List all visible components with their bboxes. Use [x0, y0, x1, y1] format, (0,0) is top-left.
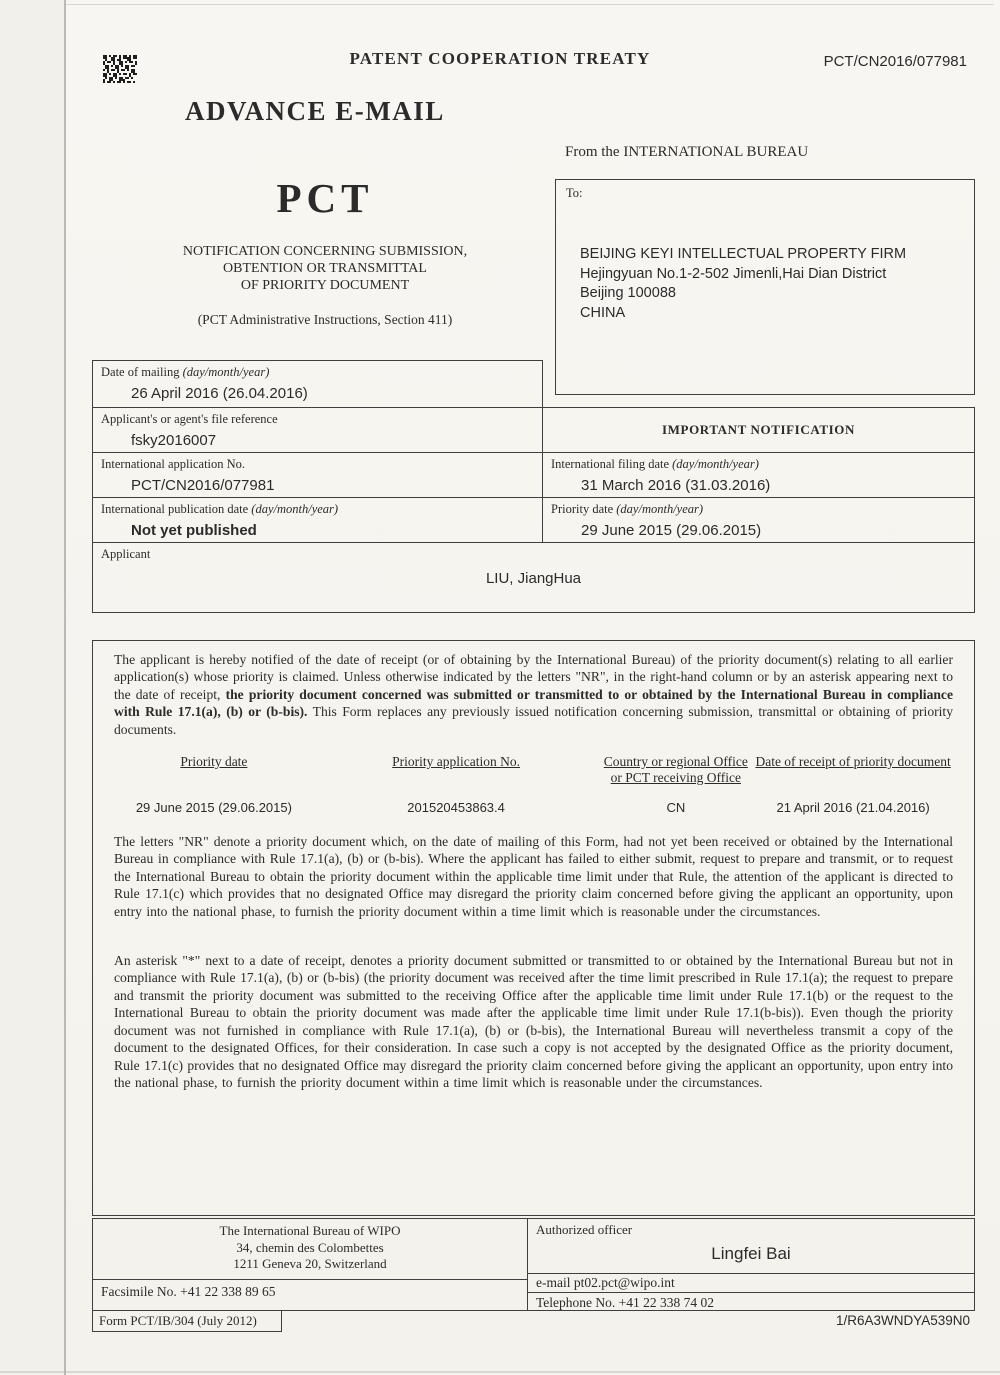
recipient-city: Beijing 100088	[580, 285, 676, 301]
date-format-hint: (day/month/year)	[616, 502, 704, 516]
body-paragraph-3: An asterisk "*" next to a date of receipt, denotes a priority document submitted or transmitted to or obtained by the International Bureau but not in compliance with Rule 17.1(a), (b) or (b-bis) (the priority document was received after the time limit prescribed in Rule 17.1(a); the request to prepare and transmit the priority document was submitted to the receiving Office after the applicable time limit under Rule 17.1(b) or the request to the International Bureau to obtain the priority document was made after the applicable time limit under Rule 17.1(b-bis)). Even though the priority document was not furnished in compliance with Rule 17.1(a), (b) or (b-bis), the International Bureau will nevertheless transmit a copy of the document to the designated Offices, for their consideration. In case such a copy is not accepted by the designated Office as the priority document, Rule 17.1(c) provides that no designated Office may disregard the priority claim concerned before giving the applicant an opportunity, upon entry into the national phase, to furnish the priority document within a time limit which is reasonable under the circumstances.	[114, 953, 953, 1090]
important-notification-banner: IMPORTANT NOTIFICATION	[542, 407, 975, 453]
priority-table-data-row	[114, 800, 953, 815]
header-country-office: Country or regional Office or PCT receiving Office	[603, 754, 748, 786]
file-reference-value: fsky2016007	[131, 432, 217, 449]
priority-document-table	[114, 754, 953, 815]
publication-date-label: International publication date	[101, 502, 249, 516]
international-application-value: PCT/CN2016/077981	[131, 477, 275, 494]
priority-date-value: 29 June 2015 (29.06.2015)	[581, 522, 762, 539]
notification-title-line1: NOTIFICATION CONCERNING SUBMISSION,	[182, 244, 468, 259]
body-paragraph-1	[114, 651, 953, 738]
bureau-street: 34, chemin des Colombettes	[236, 1239, 384, 1255]
notification-title	[115, 243, 535, 294]
to-label: To:	[566, 186, 583, 200]
notification-title-line2: OBTENTION OR TRANSMITTAL	[223, 261, 427, 276]
field-priority-date	[542, 497, 975, 543]
priority-table-header-row	[114, 754, 953, 786]
paragraph-1-tail-text: This Form replaces any previously issued notification concerning submission, transmittal or obtaining of priority documents.	[114, 704, 953, 737]
date-of-mailing-label: Date of mailing	[101, 365, 180, 379]
international-application-label: International application No.	[101, 457, 246, 471]
cell-priority-date: 29 June 2015 (29.06.2015)	[135, 800, 292, 816]
file-reference-label: Applicant's or agent's file reference	[101, 412, 278, 426]
facsimile-number: Facsimile No. +41 22 338 89 65	[93, 1279, 527, 1310]
footer-officer-cell	[528, 1219, 974, 1310]
date-format-hint: (day/month/year)	[672, 457, 759, 471]
pct-logo-text: PCT	[276, 175, 374, 221]
scan-edge-shade	[0, 0, 64, 1375]
from-international-bureau: From the INTERNATIONAL BUREAU	[565, 144, 809, 160]
footer-contact-box	[92, 1218, 975, 1311]
bureau-address	[93, 1219, 527, 1273]
bureau-name: The International Bureau of WIPO	[219, 1223, 401, 1238]
cell-country-office: CN	[666, 800, 686, 816]
recipient-name: BEIJING KEYI INTELLECTUAL PROPERTY FIRM	[580, 246, 907, 262]
publication-date-value: Not yet published	[131, 522, 257, 539]
recipient-street: Hejingyuan No.1-2-502 Jimenli,Hai Dian District	[580, 265, 887, 282]
field-applicant	[92, 542, 975, 613]
bureau-city: 1211 Geneva 20, Switzerland	[233, 1256, 387, 1271]
header-priority-date: Priority date	[180, 754, 248, 770]
priority-date-label: Priority date	[551, 502, 614, 516]
date-of-mailing-value: 26 April 2016 (26.04.2016)	[131, 385, 308, 402]
field-international-filing-date	[542, 452, 975, 498]
paragraph-1-text: The applicant is hereby notified of the date of receipt (or of obtaining by the International Bureau) of the priority document(s) relating to all earlier application(s) whose priority is claimed. Unless otherwise indicated by the letters "NR", in the right-hand column or by an asterisk appearing next to the date of receipt,	[114, 652, 953, 702]
application-reference: PCT/CN2016/077981	[823, 53, 967, 70]
footer-bureau-cell	[93, 1219, 528, 1310]
recipient-address	[580, 245, 964, 323]
officer-email: e-mail pt02.pct@wipo.int	[528, 1273, 974, 1292]
authorized-officer-name: Lingfei Bai	[711, 1244, 791, 1263]
treaty-title: PATENT COOPERATION TREATY	[349, 49, 651, 68]
filing-date-label: International filing date	[551, 457, 670, 471]
cell-priority-application-no: 201520453863.4	[407, 800, 505, 816]
date-format-hint: (day/month/year)	[251, 502, 339, 516]
paragraph-1-bold-text: the priority document concerned was submitted or transmitted to or obtained by the International Bureau in compliance with Rule 17.1(a), (b) or (b-bis).	[114, 686, 953, 720]
header-date-of-receipt: Date of receipt of priority document	[755, 754, 951, 770]
applicant-label: Applicant	[101, 547, 151, 561]
notification-body-box	[92, 640, 975, 1216]
field-date-of-mailing	[92, 360, 543, 408]
date-format-hint: (day/month/year)	[182, 365, 270, 379]
applicant-value: LIU, JiangHua	[485, 570, 582, 587]
admin-instructions-note: (PCT Administrative Instructions, Section 411)	[197, 312, 453, 327]
header-priority-application-no: Priority application No.	[392, 754, 521, 770]
body-paragraph-2: The letters "NR" denote a priority document which, on the date of mailing of this Form, had not yet been received or obtained by the International Bureau in compliance with Rule 17.1(a), (b) or (b-bis). Where the applicant has failed to either submit, request to prepare and transmit, or to request the International Bureau to obtain the priority document within the applicable time limit under that Rule, the attention of the applicant is directed to Rule 17.1(c) which provides that no designated Office may disregard the priority claim concerned before giving the applicant an opportunity, upon entry into the national phase, to furnish the priority document within a time limit which is reasonable under the circumstances.	[114, 834, 953, 919]
field-file-reference	[92, 407, 543, 453]
notification-title-line3: OF PRIORITY DOCUMENT	[240, 278, 410, 293]
cell-date-of-receipt: 21 April 2016 (21.04.2016)	[776, 800, 930, 816]
document-code: 1/R6A3WNDYA539N0	[835, 1313, 970, 1328]
filing-date-value: 31 March 2016 (31.03.2016)	[581, 477, 771, 494]
scan-bottom-edge	[0, 1371, 1000, 1373]
advance-email-title: ADVANCE E-MAIL	[185, 96, 445, 126]
telephone-number: Telephone No. +41 22 338 74 02	[528, 1292, 974, 1310]
scan-edge-line	[64, 0, 66, 1375]
field-international-application-no	[92, 452, 543, 498]
recipient-country: CHINA	[580, 304, 626, 321]
form-identifier: Form PCT/IB/304 (July 2012)	[92, 1310, 282, 1332]
field-publication-date	[92, 497, 543, 543]
recipient-address-box	[555, 179, 975, 395]
authorized-officer-label: Authorized officer	[536, 1222, 633, 1237]
scan-top-edge	[66, 4, 994, 5]
